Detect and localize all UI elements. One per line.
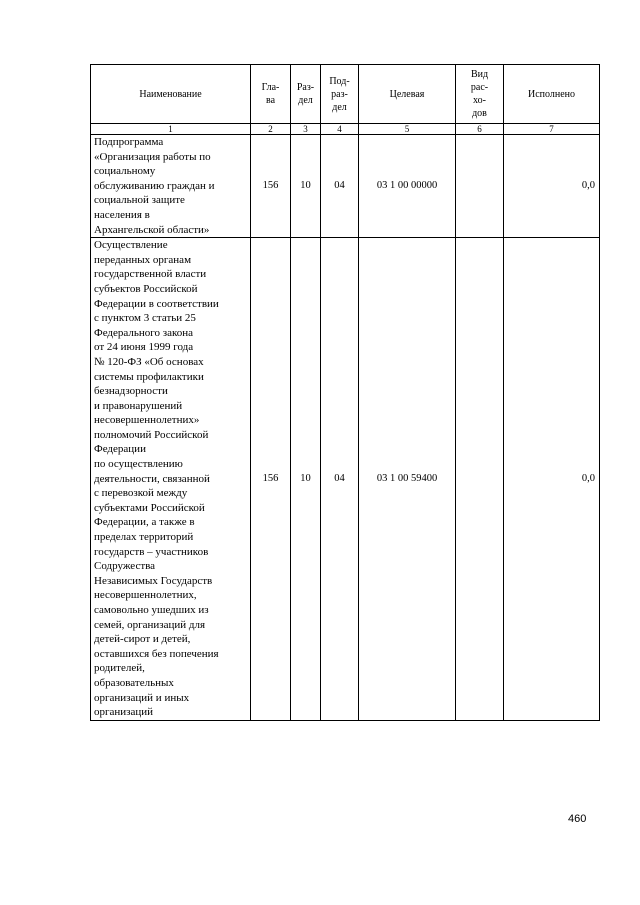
row-razdel: 10 — [291, 135, 321, 238]
row-celevaya: 03 1 00 59400 — [359, 238, 456, 721]
header-ispolneno: Исполнено — [504, 65, 600, 124]
row-name: Осуществление переданных органам государственной власти субъектов Российской Федерации в соответствии с пунктом 3 статьи 25 Федерального закона от 24 июня 1999 года № 120-ФЗ «Об основах системы профилактики безнадзорности и правонарушений несовершеннолетних» полномочий Российской Федерации по осуществлению деятельности, связанной с перевозкой между субъектами Российской Федерации, а также в пределах территорий государств – участников Содружества Независимых Государств несовершеннолетних, самовольно ушедших из семей, организаций для детей-сирот и детей, оставшихся без попечения родителей, образовательных организаций и иных организаций — [91, 238, 251, 721]
row-vid-rashodov — [456, 135, 504, 238]
row-podrazdel: 04 — [321, 238, 359, 721]
header-name: Наименование — [91, 65, 251, 124]
row-celevaya: 03 1 00 00000 — [359, 135, 456, 238]
header-celevaya: Целевая — [359, 65, 456, 124]
header-vid-rashodov: Вид рас- хо- дов — [456, 65, 504, 124]
row-ispolneno: 0,0 — [504, 135, 600, 238]
page-number: 460 — [568, 813, 587, 825]
column-number-row — [91, 124, 600, 135]
row-glava: 156 — [251, 238, 291, 721]
column-number: 7 — [504, 124, 600, 135]
row-vid-rashodov — [456, 238, 504, 721]
column-number: 4 — [321, 124, 359, 135]
table-row — [91, 238, 600, 721]
row-glava: 156 — [251, 135, 291, 238]
table-row — [91, 135, 600, 238]
column-number: 1 — [91, 124, 251, 135]
header-podrazdel: Под- раз- дел — [321, 65, 359, 124]
header-glava: Гла- ва — [251, 65, 291, 124]
row-razdel: 10 — [291, 238, 321, 721]
budget-table — [90, 64, 600, 721]
header-razdel: Раз- дел — [291, 65, 321, 124]
row-name: Подпрограмма «Организация работы по социальному обслуживанию граждан и социальной защите населения в Архангельской области» — [91, 135, 251, 238]
column-number: 5 — [359, 124, 456, 135]
column-number: 6 — [456, 124, 504, 135]
header-row — [91, 65, 600, 124]
column-number: 3 — [291, 124, 321, 135]
row-ispolneno: 0,0 — [504, 238, 600, 721]
column-number: 2 — [251, 124, 291, 135]
row-podrazdel: 04 — [321, 135, 359, 238]
